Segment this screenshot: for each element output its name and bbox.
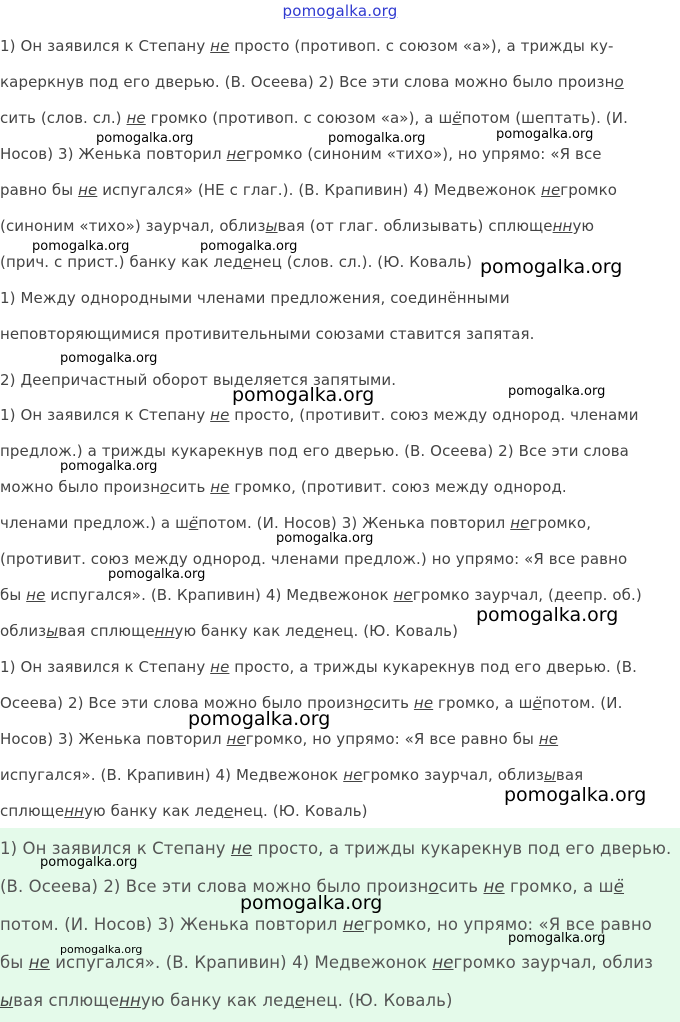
text-segment: громко (противоп. с союзом «а»), а ш xyxy=(145,109,453,127)
text-segment: облиз xyxy=(0,622,47,640)
marked-letter: не xyxy=(210,478,230,496)
text-segment: 1) Он заявился к Степану xyxy=(0,839,231,858)
block1-line xyxy=(0,253,472,271)
watermark: pomogalka.org xyxy=(60,459,158,474)
text-segment: громко заурчал, (деепр. об.) xyxy=(412,586,642,604)
text-segment: членами предлож.) а ш xyxy=(0,514,189,532)
text-segment: Осеева) 2) Все эти слова можно было произн xyxy=(0,694,364,712)
marked-letter: е xyxy=(294,991,306,1010)
block2-line xyxy=(0,289,510,307)
block4-line xyxy=(0,802,368,820)
text-segment: потом. (И. xyxy=(541,694,623,712)
text-segment: громко, но упрямо: «Я все равно бы xyxy=(245,730,539,748)
marked-letter: не xyxy=(210,37,230,55)
marked-letter: не xyxy=(343,766,363,784)
watermark: pomogalka.org xyxy=(232,384,375,406)
watermark: pomogalka.org xyxy=(200,239,298,254)
marked-letter: ы xyxy=(543,766,556,784)
text-segment: (синоним «тихо») заурчал, облиз xyxy=(0,217,266,235)
watermark: pomogalka.org xyxy=(60,943,143,956)
marked-letter: не xyxy=(210,658,230,676)
text-segment: 1) Между однородными членами предложения, соединёнными xyxy=(0,289,510,307)
text-segment: бы xyxy=(0,586,27,604)
block5-line xyxy=(0,954,653,972)
text-segment: просто (противоп. с союзом «а»), а трижды ку- xyxy=(229,37,614,55)
block1-line xyxy=(0,217,594,235)
text-segment: просто, а трижды кукарекнув под его дверью. (В. xyxy=(229,658,638,676)
text-segment: предлож.) а трижды кукарекнув под его дверью. (В. Осеева) 2) Все эти слова xyxy=(0,442,629,460)
text-segment: равно бы xyxy=(0,181,79,199)
watermark: pomogalka.org xyxy=(60,351,158,366)
watermark: pomogalka.org xyxy=(96,131,194,146)
text-segment: вая xyxy=(555,766,584,784)
text-segment: громко xyxy=(560,181,618,199)
text-segment: 2) Деепричастный оборот выделяется запятыми. xyxy=(0,371,397,389)
marked-letter: нн xyxy=(154,622,175,640)
watermark: pomogalka.org xyxy=(496,127,594,142)
block3-line xyxy=(0,406,639,424)
marked-letter: о xyxy=(160,478,170,496)
text-segment: испугался». (В. Крапивин) 4) Медвежонок xyxy=(49,953,433,972)
text-segment: (прич. с прист.) банку как лед xyxy=(0,253,244,271)
marked-letter: не xyxy=(226,730,246,748)
marked-letter: о xyxy=(363,694,374,712)
marked-letter: не xyxy=(28,953,50,972)
marked-letter: ы xyxy=(46,622,59,640)
watermark: pomogalka.org xyxy=(476,604,619,626)
text-segment: нец. (Ю. Коваль) xyxy=(305,991,453,1010)
marked-letter: не xyxy=(538,730,559,748)
text-segment: сить (слов. сл.) xyxy=(0,109,127,127)
block1-line xyxy=(0,37,613,55)
text-segment: 1) Он заявился к Степану xyxy=(0,37,211,55)
text-segment: можно было произн xyxy=(0,478,161,496)
marked-letter: о xyxy=(614,73,624,91)
marked-letter: ё xyxy=(452,109,462,127)
block1-line xyxy=(0,73,624,91)
block3-line xyxy=(0,478,567,496)
text-segment: (противит. союз между однород. членами предлож.) но упрямо: «Я все равно xyxy=(0,550,628,568)
text-segment: бы xyxy=(0,953,29,972)
text-segment: кареркнув под его дверью. (В. Осеева) 2) Все эти слова можно было произн xyxy=(0,73,615,91)
text-segment: громко (синоним «тихо»), но упрямо: «Я все xyxy=(245,145,602,163)
block1-line xyxy=(0,109,628,127)
marked-letter: ы xyxy=(0,991,14,1010)
marked-letter: не xyxy=(432,953,454,972)
watermark: pomogalka.org xyxy=(508,384,606,399)
text-segment: потом (шептать). (И. xyxy=(461,109,628,127)
block3-line xyxy=(0,586,642,604)
marked-letter: е xyxy=(224,802,234,820)
text-segment: просто, а трижды кукарекнув под его дверью. xyxy=(252,839,672,858)
text-segment: испугался». (В. Крапивин) 4) Медвежонок xyxy=(45,586,394,604)
marked-letter: не xyxy=(230,839,253,858)
marked-letter: не xyxy=(126,109,146,127)
marked-letter: не xyxy=(78,181,98,199)
text-segment: сить xyxy=(169,478,211,496)
text-segment: сить xyxy=(373,694,414,712)
watermark: pomogalka.org xyxy=(32,239,130,254)
block4-line xyxy=(0,730,558,748)
text-segment: громко заурчал, облиз xyxy=(453,953,653,972)
block1-line xyxy=(0,145,602,163)
text-segment: потом. (И. Носов) 3) Женька повторил xyxy=(198,514,511,532)
marked-letter: е xyxy=(314,622,324,640)
text-segment: громко, но упрямо: «Я все равно xyxy=(363,915,652,934)
text-segment: вая (от глаг. облизывать) сплюще xyxy=(277,217,553,235)
text-segment: ую банку как лед xyxy=(140,991,295,1010)
marked-letter: нн xyxy=(552,217,573,235)
marked-letter: е xyxy=(243,253,253,271)
text-segment: Носов) 3) Женька повторил xyxy=(0,730,227,748)
marked-letter: ё xyxy=(188,514,199,532)
block2-line xyxy=(0,325,535,343)
text-segment: громко, (противит. союз между однород. xyxy=(229,478,567,496)
text-segment: ую xyxy=(572,217,595,235)
watermark: pomogalka.org xyxy=(40,855,138,870)
marked-letter: не xyxy=(393,586,413,604)
block3-line xyxy=(0,550,627,568)
marked-letter: не xyxy=(342,915,364,934)
text-segment: нец (слов. сл.). (Ю. Коваль) xyxy=(252,253,473,271)
watermark: pomogalka.org xyxy=(276,531,374,546)
block4-line xyxy=(0,766,583,784)
block3-line xyxy=(0,442,629,460)
marked-letter: нн xyxy=(64,802,85,820)
watermark: pomogalka.org xyxy=(480,256,623,278)
block1-line xyxy=(0,181,617,199)
marked-letter: не xyxy=(541,181,561,199)
text-segment: неповторяющимися противительными союзами ставится запятая. xyxy=(0,325,535,343)
marked-letter: не xyxy=(413,694,434,712)
text-segment: 1) Он заявился к Степану xyxy=(0,406,211,424)
text-segment: вая сплюще xyxy=(13,991,120,1010)
marked-letter: не xyxy=(483,877,505,896)
site-header-link[interactable]: pomogalka.org xyxy=(282,2,398,20)
block3-line xyxy=(0,514,591,532)
text-segment: сплюще xyxy=(0,802,65,820)
block5-line xyxy=(0,992,453,1010)
watermark: pomogalka.org xyxy=(328,131,426,146)
watermark: pomogalka.org xyxy=(508,931,606,946)
block3-line xyxy=(0,622,458,640)
watermark: pomogalka.org xyxy=(108,567,206,582)
block4-line xyxy=(0,658,637,676)
text-segment: ую банку как лед xyxy=(84,802,225,820)
text-segment: потом. (И. Носов) 3) Женька повторил xyxy=(0,915,343,934)
text-segment: громко, а ш xyxy=(433,694,533,712)
watermark: pomogalka.org xyxy=(504,784,647,806)
text-segment: Носов) 3) Женька повторил xyxy=(0,145,227,163)
marked-letter: не xyxy=(210,406,230,424)
watermark: pomogalka.org xyxy=(240,892,383,914)
text-segment: нец. (Ю. Коваль) xyxy=(233,802,368,820)
text-segment: громко, xyxy=(529,514,592,532)
marked-letter: не xyxy=(26,586,46,604)
text-segment: испугался» (НЕ с глаг.). (В. Крапивин) 4) Медвежонок xyxy=(97,181,542,199)
text-segment: просто, (противит. союз между однород. членами xyxy=(229,406,639,424)
text-segment: нец. (Ю. Коваль) xyxy=(323,622,459,640)
marked-letter: ё xyxy=(532,694,542,712)
marked-letter: не xyxy=(226,145,246,163)
text-segment: испугался». (В. Крапивин) 4) Медвежонок xyxy=(0,766,344,784)
watermark: pomogalka.org xyxy=(188,708,331,730)
text-segment: 1) Он заявился к Степану xyxy=(0,658,211,676)
marked-letter: ё xyxy=(613,877,625,896)
text-segment: громко заурчал, облиз xyxy=(362,766,544,784)
text-segment: ую банку как лед xyxy=(174,622,315,640)
text-segment: (В. Осеева) 2) Все эти слова можно было произн xyxy=(0,877,429,896)
marked-letter: о xyxy=(428,877,439,896)
text-segment: сить xyxy=(438,877,484,896)
marked-letter: нн xyxy=(119,991,141,1010)
text-segment: вая сплюще xyxy=(58,622,155,640)
text-segment: громко, а ш xyxy=(504,877,614,896)
marked-letter: ы xyxy=(265,217,278,235)
marked-letter: не xyxy=(510,514,530,532)
